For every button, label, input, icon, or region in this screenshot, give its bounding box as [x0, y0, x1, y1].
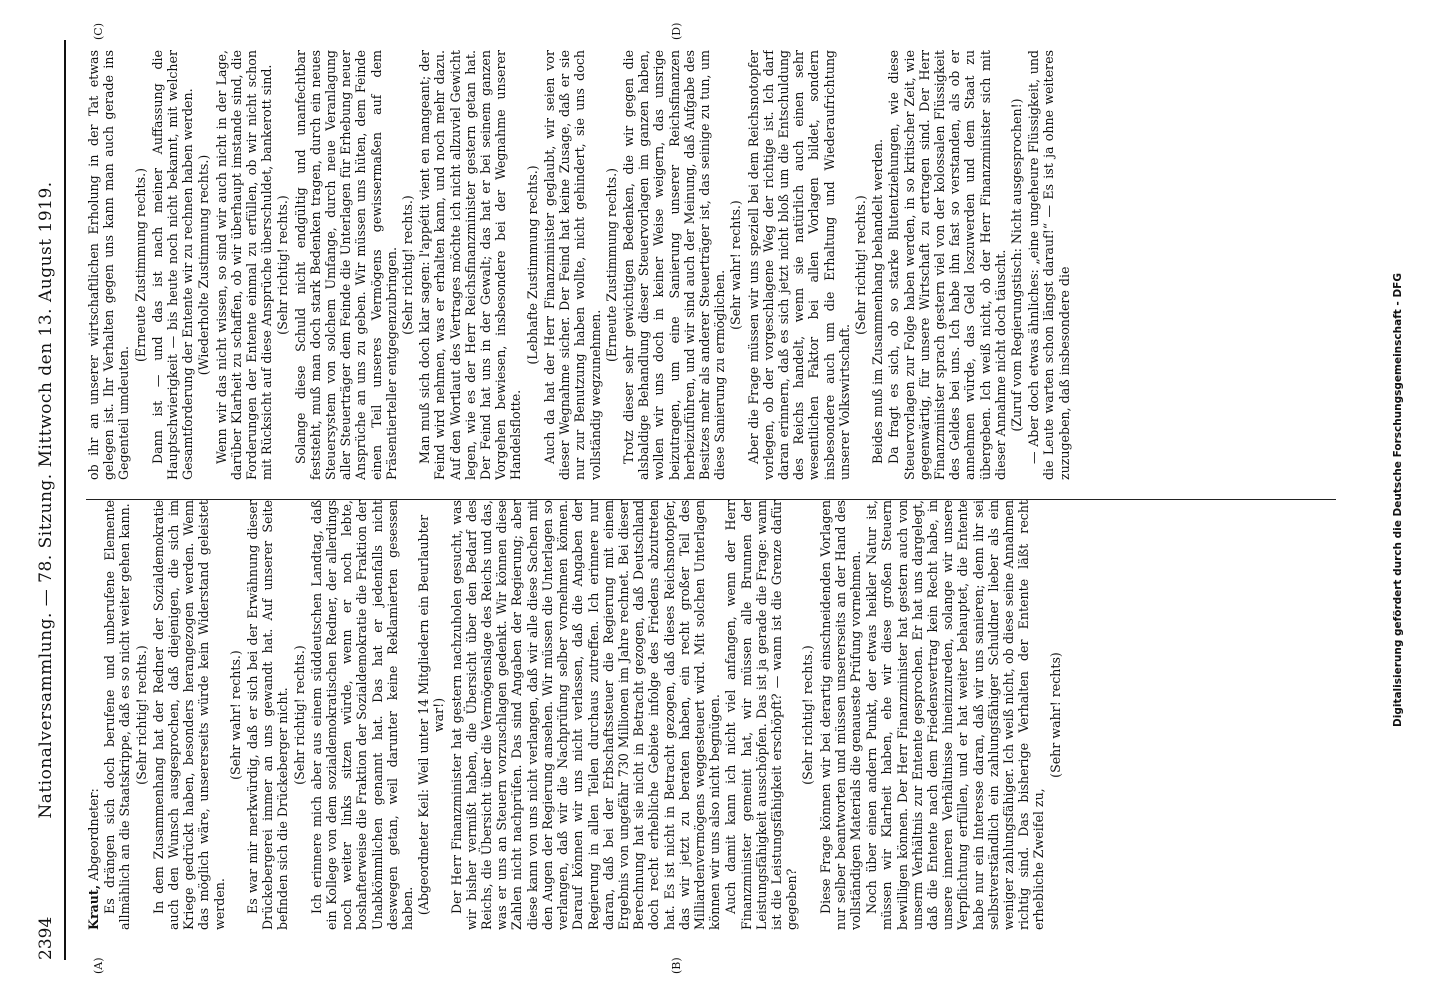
margin-marker-d: (D) [670, 22, 683, 40]
paragraph: Es drängen sich doch berufene und unberufene Elemente allmählich an die Staatskrippe, daß es so nicht weiter gehen kann. [102, 500, 133, 930]
paragraph: Diese Frage können wir bei derartig einschneidenden Vorlagen nur selber beantworten und müssen unsererseits an der Hand des vollständigen Materials die genaueste Prüfung vornehmen. [817, 500, 863, 930]
interjection: (Sehr wahr! rechts.) [227, 650, 243, 780]
margin-marker-c: (C) [92, 23, 105, 40]
interjection: (Abgeordneter Keil: Weil unter 14 Mitgliedern ein Beurlaubter war!) [416, 514, 447, 916]
speaker-line [86, 500, 101, 930]
paragraph: Da fragt es sich, ob so starke Blutentziehungen, wie diese Steuervorlagen zur Folge haben werden, in so kritischer Zeit, wie gegenwärtig, für unsere Wirtschaft zu ertragen sind. Der Herr Finanzminister sprach gestern viel von der kolossalen Flüssigkeit des Geldes bei uns. Ich habe ihn fast so verstanden, als ob er annehmen würde, das Geld loszuwerden und dem Staat zu übergeben. Ich weiß nicht, ob der Herr Finanzminister sich mit dieser Annahme nicht doch täuscht. [886, 50, 1008, 480]
margin-marker-b: (B) [670, 957, 683, 974]
interjection: (Sehr richtig! rechts.) [291, 645, 307, 785]
paragraph: Ich erinnere mich aber aus einem süddeutschen Landtag, daß ein Kollege von dem sozialdemokratischen Redner, der allerdings noch weiter links sitzen würde, wenn er noch lebte, boshafterweise die Fraktion der Sozialdemokratie die Fraktion der Unabkömmlichen genannt hat. Das hat er jedenfalls nicht deswegen getan, weil darunter keine Reklamierten gesessen haben. [308, 500, 416, 930]
speaker-name: Kraut, [86, 884, 101, 930]
interjection: (Sehr richtig! rechts.) [400, 195, 416, 335]
paragraph: Beides muß im Zusammenhang behandelt werden. [870, 139, 886, 464]
margin-marker-a: (A) [92, 957, 105, 974]
interjection: (Sehr richtig! rechts.) [800, 645, 816, 785]
interjection: (Wiederholte Zustimmung rechts.) [196, 154, 212, 376]
paragraph: In dem Zusammenhang hat der Redner der Sozialdemokratie auch den Wunsch ausgesprochen, daß diejenigen, die sich im Kriege gedrückt haben, besonders herangezogen werden. Wenn das möglich wäre, unsererseits würde kein Widerstand geleistet werden. [150, 500, 227, 930]
interjection: (Sehr richtig! rechts.) [275, 195, 291, 335]
right-column [86, 50, 1336, 480]
paragraph: Der Herr Finanzminister hat gestern nachzuholen gesucht, was wir bisher vermißt haben, die Übersicht über den Bedarf des Reichs, die Übersicht über die Vermögenslage des Reichs und das, was er uns an Steuern vorzuschlagen gedenkt. Wir können diese Zahlen nicht nachprüfen. Das sind Angaben der Regierung; aber diese kann von uns nicht verlangen, daß wir alle diese Sachen mit den Augen der Regierung ansehen. Wir müssen die Unterlagen so verlangen, daß wir die Nachprüfung selber vornehmen können. Darauf können wir uns nicht verlassen, daß die Angaben der Regierung in allen Teilen durchaus zutreffen. Ich erinnere nur daran, daß bei der Erbschaftssteuer die Regierung mit einem Ergebnis von ungefähr 730 Millionen im Jahre rechnet. Bei dieser Berechnung hat sie nicht in Betracht gezogen, daß Deutschland doch recht erhebliche Gebiete infolge des Friedens abzutreten hat. Es ist nicht in Betracht gezogen, daß dieses Reichsnotopfer, das wir jetzt zu beraten haben, ein recht großer Teil des Milliardenvermögens weggesteuert wird. Mit solchen Unterlagen können wir uns also nicht begnügen. [448, 500, 723, 930]
interjection: (Sehr wahr! rechts) [1047, 652, 1063, 778]
paragraph: Man muß sich doch klar sagen: l'appétit vient en mangeant; der Feind wird nehmen, was er erhalten kann, und noch mehr dazu. Auf den Wortlaut des Vertrages möchte ich nicht allzuviel Gewicht legen, wie es der Herr Reichsfinanzminister gestern getan hat. Der Feind hat uns in der Gewalt; das hat er bei seinem ganzen Vorgehen bewiesen, insbesondere bei der Wegnahme unserer Handelsflotte. [417, 50, 524, 480]
interjection: (Sehr richtig! rechts.) [133, 645, 149, 785]
page-header [30, 40, 66, 960]
paragraph: Noch über einen andern Punkt, der etwas heikler Natur ist, müssen wir Klarheit haben, ehe wir diese großen Steuern bewilligen können. Der Herr Finanzminister hat gestern auch von unserm Verhältnis zur Entente gesprochen. Er hat uns dargelegt, daß die Entente nach dem Friedensvertrag kein Recht habe, in unsere inneren Verhältnisse hineinzureden, solange wir unsere Verpflichtung erfüllen, und er hat weiter behauptet, die Entente habe nur ein Interesse daran, daß wir uns sanieren; denn ihr sei selbstverständlich ein zahlungsfähiger Schuldner lieber als ein weniger zahlungsfähiger. Ich weiß nicht, ob diese seine Annahmen richtig sind. Das bisherige Verhalten der Entente läßt recht erhebliche Zweifel zu, [864, 500, 1047, 930]
paragraph: — Aber doch etwas ähnliches: „eine ungeheure Flüssigkeit, und die Leute warten schon längst darauf!“ — Es ist ja ohne weiteres zuzugeben, daß insbesondere die [1026, 50, 1072, 480]
paragraph: ob ihr an unserer wirtschaftlichen Erholung in der Tat etwas gelegen ist. Ihr Verhalten gegen uns kann man auch gerade ins Gegenteil umdeuten. [86, 50, 132, 480]
paragraph: Es war mir merkwürdig, daß er sich bei der Erwähnung dieser Drückebergerei immer an uns gewandt hat. Auf unserer Seite befinden sich die Drückeberger nicht. [245, 500, 291, 930]
paragraph: Solange diese Schuld nicht endgültig und unanfechtbar feststeht, muß man doch stark Bedenken tragen, durch ein neues Steuersystem von solchem Umfange, durch neue Veranlagung aller Steuerträger dem Feinde die Unterlagen für Erhebung neuer Ansprüche an uns zu geben. Wir müssen uns hüten, dem Feinde einen Teil unseres Vermögens gewissermaßen auf dem Präsentierteller entgegenzubringen. [292, 50, 399, 480]
speaker-role: Abgeordneter: [86, 788, 101, 881]
dfg-attribution: Digitalisierung gefördert durch die Deutsche Forschungsgemeinschaft - DFG [1392, 273, 1404, 727]
paragraph: Wenn wir das nicht wissen, so sind wir auch nicht in der Lage, darüber Klarheit zu schaffen, ob wir überhaupt imstande sind, die Forderungen der Entente einmal zu erfüllen, ob wir nicht schon mit Rücksicht auf diese Ansprüche überschuldet, bankerott sind. [213, 50, 275, 480]
interjection: (Erneute Zustimmung rechts.) [132, 168, 148, 362]
interjection: (Lebhafte Zustimmung rechts.) [524, 165, 540, 365]
paragraph: Auch da hat der Herr Finanzminister geglaubt, wir seien vor dieser Wegnahme sicher. Der Feind hat keine Zusage, daß er sie nur zur Benutzung haben wollte, nicht gehindert, sie uns doch vollständig wegzunehmen. [541, 50, 603, 480]
interjection: (Sehr richtig! rechts.) [852, 195, 868, 335]
page-number: 2394 [36, 916, 56, 960]
interjection: (Erneute Zustimmung rechts.) [603, 168, 619, 362]
interjection: (Zuruf vom Regierungstisch: Nicht ausgesprochen!) [1008, 98, 1024, 432]
paragraph: Dann ist — und das ist nach meiner Auffassung die Hauptschwierigkeit — bis heute noch nicht bekannt, mit welcher Gesamtforderung der Entente wir zu rechnen haben werden. [149, 50, 196, 480]
interjection: (Sehr wahr! rechts.) [728, 200, 744, 330]
column-divider [86, 499, 1336, 500]
paragraph: Trotz dieser sehr gewichtigen Bedenken, die wir gegen die alsbaldige Behandlung dieser Steuervorlagen im ganzen haben, wollen wir uns doch in keiner Weise weigern, das unsrige beizutragen, um eine Sanierung unserer Reichsfinanzen herbeizuführen, und wir sind auch der Meinung, daß Aufgabe des Besitzes mehr als anderer Steuerträger ist, das seinige zu tun, um diese Sanierung zu ermöglichen. [620, 50, 728, 480]
paragraph: Auch damit kann ich nicht viel anfangen, wenn der Herr Finanzminister gemeint hat, wir müssen alle Brunnen der Leistungsfähigkeit ausschöpfen. Das ist ja gerade die Frage: wann ist die Leistungsfähigkeit erschöpft? — wann ist die Grenze dafür gegeben? [723, 500, 800, 930]
header-title: Nationalversammlung. — 78. Sitzung. Mittwoch den 13. August 1919. [36, 181, 56, 819]
left-column [86, 500, 1336, 930]
paragraph: Aber die Frage müssen wir uns speziell bei dem Reichsnotopfer vorlegen, ob der vorgeschlagene Weg der richtige ist. Ich darf daran erinnern, daß es sich jetzt nicht bloß um die Entschuldung des Reichs handelt, wenn sie natürlich auch einen sehr wesentlichen Faktor bei allen Vorlagen bildet, sondern insbesondere auch um die Erhaltung und Wiederaufrichtung unserer Volkswirtschaft. [745, 50, 852, 480]
